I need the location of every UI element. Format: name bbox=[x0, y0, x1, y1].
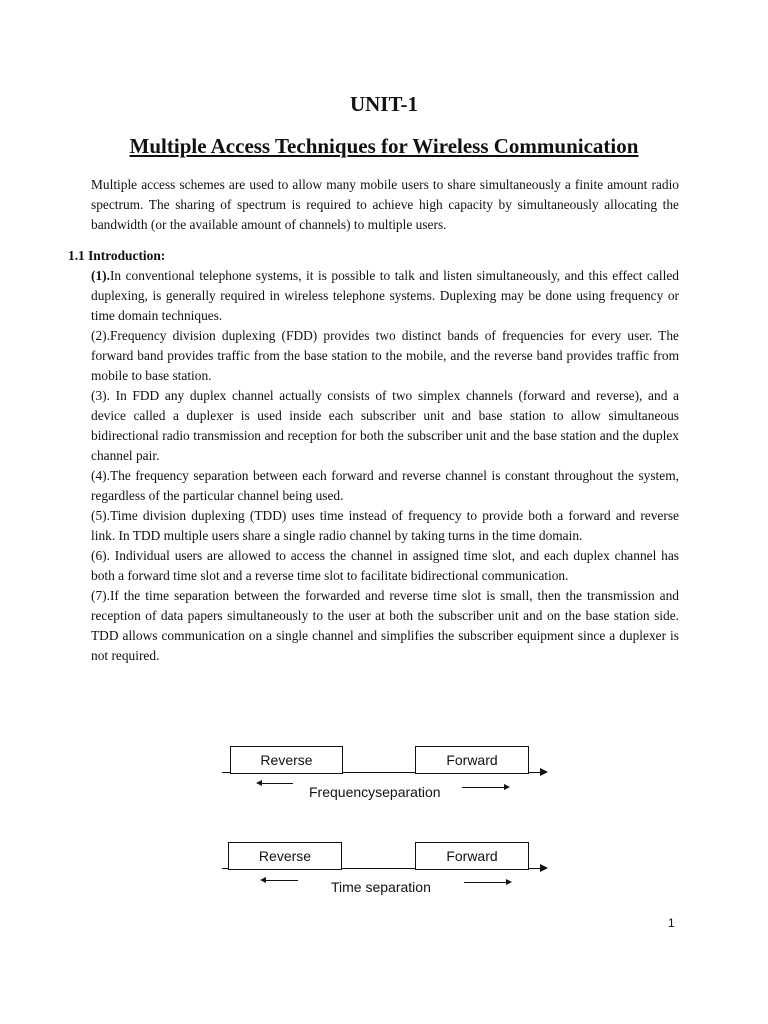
point-5 bbox=[91, 506, 679, 546]
reverse-slot-box: Reverse bbox=[228, 842, 342, 870]
left-arrow-line bbox=[260, 783, 293, 784]
time-separation-diagram bbox=[210, 838, 560, 908]
point-6 bbox=[91, 546, 679, 586]
main-title: Multiple Access Techniques for Wireless Communication bbox=[129, 134, 639, 158]
separation-caption: Frequencyseparation bbox=[309, 784, 441, 800]
forward-channel-box: Forward bbox=[415, 746, 529, 774]
unit-title: UNIT-1 bbox=[349, 92, 419, 116]
point-number: (7). bbox=[91, 588, 110, 603]
left-arrow-line bbox=[264, 880, 298, 881]
point-text: Individual users are allowed to access the channel in assigned time slot, and each duplex channel has both a forward time slot and a reverse time slot to facilitate bidirectional communication. bbox=[91, 548, 679, 583]
forward-slot-box: Forward bbox=[415, 842, 529, 870]
point-2 bbox=[91, 326, 679, 386]
point-4 bbox=[91, 466, 679, 506]
point-text: The frequency separation between each forward and reverse channel is constant throughout the system, regardless of the particular channel being used. bbox=[91, 468, 679, 503]
point-number: (4). bbox=[91, 468, 110, 483]
frequency-separation-diagram bbox=[210, 742, 560, 812]
point-text: Time division duplexing (TDD) uses time instead of frequency to provide both a forward and reverse link. In TDD multiple users share a single radio channel by taking turns in the time domain. bbox=[91, 508, 679, 543]
points-list bbox=[91, 266, 679, 666]
point-number: (1). bbox=[91, 268, 110, 283]
point-text: Frequency division duplexing (FDD) provides two distinct bands of frequencies for every user. The forward band provides traffic from the base station to the mobile, and the reverse band provides traffic from mobile to base station. bbox=[91, 328, 679, 383]
point-number: (3). bbox=[91, 388, 110, 403]
reverse-channel-box: Reverse bbox=[230, 746, 343, 774]
right-arrow-line bbox=[462, 787, 504, 788]
axis-arrowhead bbox=[540, 864, 548, 872]
point-text: In FDD any duplex channel actually consists of two simplex channels (forward and reverse), and a device called a duplexer is used inside each subscriber unit and base station to allow simultaneous bidirectional radio transmission and reception for both the subscriber unit and the base station and the duplex channel pair. bbox=[91, 388, 679, 463]
separation-caption: Time separation bbox=[331, 879, 431, 895]
right-arrowhead bbox=[506, 879, 512, 885]
intro-paragraph: Multiple access schemes are used to allow many mobile users to share simultaneously a finite amount radio spectrum. The sharing of spectrum is required to achieve high capacity by simultaneously allocating the bandwidth (or the available amount of channels) to multiple users. bbox=[91, 177, 679, 232]
point-7 bbox=[91, 586, 679, 666]
point-text: If the time separation between the forwarded and reverse time slot is small, then the transmission and reception of data papers simultaneously to the user at both the subscriber unit and on the base station side. TDD allows communication on a single channel and simplifies the subscriber equipment since a duplexer is not required. bbox=[91, 588, 679, 663]
axis-arrowhead bbox=[540, 768, 548, 776]
section-heading: 1.1 Introduction: bbox=[68, 248, 166, 263]
page-number: 1 bbox=[668, 916, 675, 930]
point-number: (2). bbox=[91, 328, 110, 343]
point-number: (6). bbox=[91, 548, 110, 563]
point-3 bbox=[91, 386, 679, 466]
point-1 bbox=[91, 266, 679, 326]
point-number: (5). bbox=[91, 508, 110, 523]
right-arrowhead bbox=[504, 784, 510, 790]
right-arrow-line bbox=[464, 882, 506, 883]
point-text: In conventional telephone systems, it is possible to talk and listen simultaneously, and this effect called duplexing, is generally required in wireless telephone systems. Duplexing may be done using frequency or time domain techniques. bbox=[91, 268, 679, 323]
